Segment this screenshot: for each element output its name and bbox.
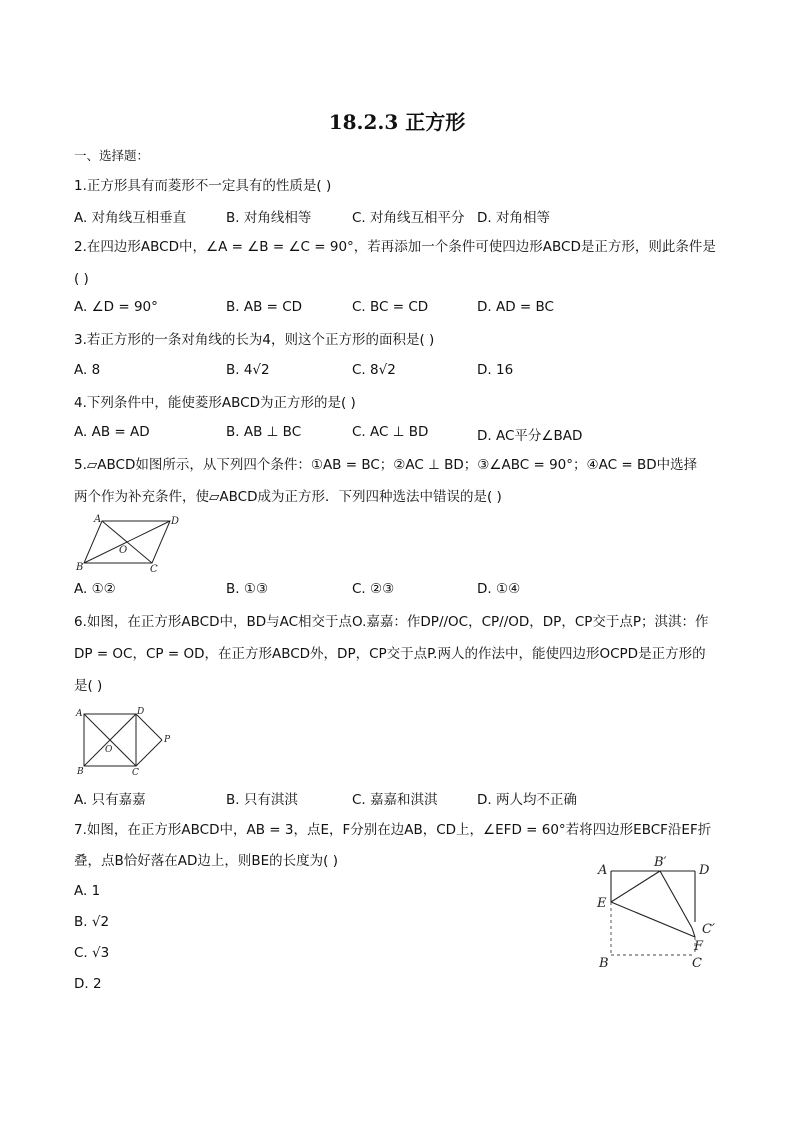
parallelogram-figure: [74, 513, 184, 573]
q1-option-d[interactable]: D. 对角相等: [477, 210, 550, 226]
question-5-line-2: 两个作为补充条件，使▱ABCD成为正方形．下列四种选法中错误的是( ): [74, 489, 502, 505]
q3-option-a[interactable]: A. 8: [74, 362, 101, 378]
q3-option-b[interactable]: B. 4√2: [226, 362, 270, 378]
label-a: A: [76, 709, 83, 719]
q1-option-a[interactable]: A. 对角线互相垂直: [74, 210, 187, 226]
question-6-options: [74, 788, 724, 808]
q1-option-b[interactable]: B. 对角线相等: [226, 210, 312, 226]
fold-line-ef: [611, 902, 695, 937]
label-b: B: [599, 956, 609, 971]
label-c: C: [150, 564, 158, 573]
q6-option-b[interactable]: B. 只有淇淇: [226, 792, 298, 808]
label-d: D: [171, 516, 180, 527]
label-e: E: [597, 896, 607, 911]
question-5-line-1: 5.▱ABCD如图所示，从下列四个条件：①AB = BC；②AC ⊥ BD；③∠ABC = 90°；④AC = BD中选择: [74, 457, 698, 473]
q3-option-d[interactable]: D. 16: [477, 362, 514, 378]
diagonal-bd: [84, 521, 170, 563]
q7-option-b[interactable]: B. √2: [74, 914, 110, 930]
folded-square-figure: [592, 852, 728, 974]
q5-option-d[interactable]: D. ①④: [477, 581, 521, 597]
q2-option-d[interactable]: D. AD = BC: [477, 299, 554, 315]
q2-option-a[interactable]: A. ∠D = 90°: [74, 299, 158, 315]
label-d: D: [137, 707, 145, 717]
q5-option-b[interactable]: B. ①③: [226, 581, 269, 597]
label-o: O: [105, 745, 113, 755]
question-3-line-1: 3.若正方形的一条对角线的长为4，则这个正方形的面积是( ): [74, 332, 435, 348]
q7-option-c[interactable]: C. √3: [74, 945, 110, 961]
q2-option-c[interactable]: C. BC = CD: [352, 299, 429, 315]
segment-dp: [136, 714, 162, 740]
segment-cp: [136, 740, 162, 766]
label-b: B: [77, 767, 84, 776]
q5-option-c[interactable]: C. ②③: [352, 581, 395, 597]
q7-option-a[interactable]: A. 1: [74, 883, 101, 899]
question-6-line-1: 6.如图，在正方形ABCD中，BD与AC相交于点O.嘉嘉：作DP//OC，CP//OD，DP，CP交于点P；淇淇：作: [74, 614, 709, 630]
q7-option-d[interactable]: D. 2: [74, 976, 102, 992]
q6-option-a[interactable]: A. 只有嘉嘉: [74, 792, 146, 808]
label-o: O: [119, 545, 128, 556]
q6-option-c[interactable]: C. 嘉嘉和淇淇: [352, 792, 438, 808]
segment-eb-prime: [611, 871, 660, 902]
question-2-line-2: ( ): [74, 271, 89, 287]
label-a: A: [94, 514, 102, 525]
q4-option-b[interactable]: B. AB ⊥ BC: [226, 424, 302, 440]
question-7-line-1: 7.如图，在正方形ABCD中，AB = 3，点E，F分别在边AB，CD上，∠EFD = 60°若将四边形EBCF沿EF折: [74, 822, 712, 838]
q4-option-d[interactable]: D. AC平分∠BAD: [477, 428, 583, 444]
question-7-line-2: 叠，点B恰好落在AD边上，则BE的长度为( ): [74, 853, 339, 869]
page-title: 18.2.3 正方形: [328, 110, 466, 134]
q1-option-c[interactable]: C. 对角线互相平分: [352, 210, 465, 226]
label-f: F: [694, 939, 704, 954]
q6-option-d[interactable]: D. 两人均不正确: [477, 792, 577, 808]
q3-option-c[interactable]: C. 8√2: [352, 362, 396, 378]
label-c-prime: C′: [702, 922, 715, 937]
question-4-options: [74, 424, 724, 444]
question-5-options: [74, 581, 724, 601]
question-4-line-1: 4.下列条件中，能使菱形ABCD为正方形的是( ): [74, 395, 356, 411]
square-with-point-p-figure: [74, 704, 184, 776]
section-heading: 一、选择题：: [74, 148, 150, 163]
segment-b-prime-c-prime: [660, 871, 692, 928]
question-6-line-2: DP = OC，CP = OD，在正方形ABCD外，DP，CP交于点P.两人的作法中，能使四边形OCPD是正方形的: [74, 646, 706, 662]
q4-option-c[interactable]: C. AC ⊥ BD: [352, 424, 429, 440]
question-2-line-1: 2.在四边形ABCD中，∠A = ∠B = ∠C = 90°，若再添加一个条件可使四边形ABCD是正方形，则此条件是: [74, 239, 716, 255]
label-a: A: [598, 863, 608, 878]
label-b: B: [76, 562, 84, 573]
q2-option-b[interactable]: B. AB = CD: [226, 299, 303, 315]
question-2-options: [74, 299, 724, 319]
label-d: D: [699, 863, 710, 878]
question-1-options: [74, 206, 724, 226]
label-p: P: [164, 735, 171, 745]
q4-option-a[interactable]: A. AB = AD: [74, 424, 150, 440]
label-c: C: [132, 768, 139, 776]
label-b-prime: B′: [654, 855, 667, 870]
label-c: C: [692, 956, 702, 971]
question-6-line-3: 是( ): [74, 678, 103, 694]
q5-option-a[interactable]: A. ①②: [74, 581, 116, 597]
question-1-line-1: 1.正方形具有而菱形不一定具有的性质是( ): [74, 178, 332, 194]
question-3-options: [74, 362, 724, 382]
